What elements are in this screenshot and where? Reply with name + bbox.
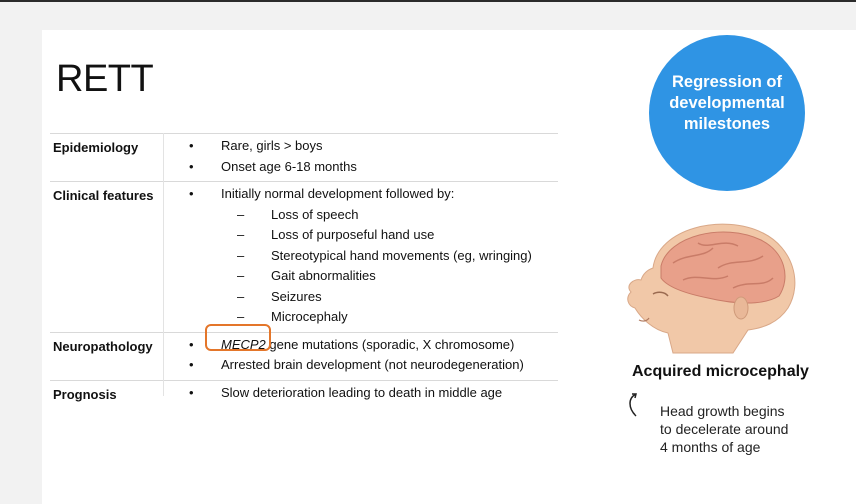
column-divider — [163, 133, 164, 396]
list-item: • Arrested brain development (not neurodegeneration) — [189, 357, 524, 372]
child-head-illustration — [613, 208, 813, 358]
list-item: • Rare, girls > boys — [189, 138, 323, 153]
table-row-prognosis — [50, 380, 558, 407]
curved-arrow-icon — [624, 390, 654, 420]
list-item: • Onset age 6-18 months — [189, 158, 357, 174]
highlight-box — [205, 324, 271, 351]
row-label: Neuropathology — [50, 332, 173, 380]
rett-summary-table — [50, 133, 558, 407]
sub-list-item: – Seizures — [237, 288, 322, 304]
sub-list-item: – Microcephaly — [237, 309, 348, 324]
image-caption: Acquired microcephaly — [632, 363, 809, 380]
gene-name: MECP2 — [221, 336, 266, 352]
table-row-neuropathology — [50, 332, 558, 380]
head-growth-note: Head growth begins to decelerate around 4 months of age — [660, 403, 789, 455]
sub-list-item: – Loss of speech — [237, 206, 359, 222]
table-row-clinical-features — [50, 182, 558, 333]
milestone-circle-text: Regression of developmental milestones — [669, 73, 785, 133]
list-item: • Slow deterioration leading to death in middle age — [189, 384, 503, 400]
top-border — [0, 0, 856, 2]
sub-list-item: – Stereotypical hand movements (eg, wringing) — [237, 247, 532, 263]
sub-list-item: – Gait abnormalities — [237, 268, 376, 283]
row-label: Clinical features — [50, 182, 173, 333]
list-item: • Initially normal development followed by: — [189, 186, 455, 201]
sub-list-item: – Loss of purposeful hand use — [237, 227, 435, 242]
row-label: Prognosis — [50, 380, 173, 407]
table-row-epidemiology — [50, 134, 558, 182]
row-label: Epidemiology — [50, 134, 173, 182]
slide-title: RETT — [56, 58, 154, 100]
list-item: • MECP2 gene mutations (sporadic, X chromosome) — [189, 336, 515, 352]
